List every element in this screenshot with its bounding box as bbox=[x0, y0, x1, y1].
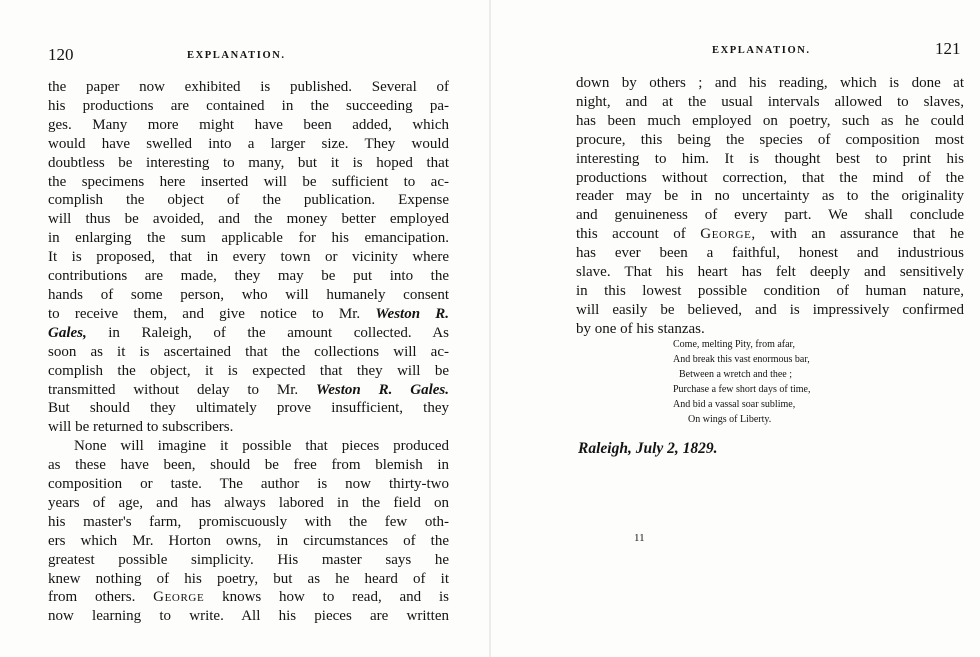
signature-mark: 11 bbox=[634, 532, 645, 544]
text-line bbox=[48, 551, 449, 570]
signature-place: Raleigh, bbox=[578, 440, 632, 457]
text-segment: the specimens here inserted will be sufficient to ac- bbox=[48, 173, 449, 190]
text-segment: as these have been, should be free from blemish in bbox=[48, 457, 449, 474]
text-line bbox=[48, 399, 449, 418]
left-page-body bbox=[48, 78, 449, 626]
text-segment: years of age, and has always labored in the field on bbox=[48, 494, 449, 511]
text-segment: and genuineness of every part. We shall conclude bbox=[576, 207, 964, 224]
text-line bbox=[48, 513, 449, 532]
text-line bbox=[576, 244, 964, 263]
text-line bbox=[576, 225, 964, 244]
poem-line: And bid a vassal soar sublime, bbox=[673, 399, 796, 411]
text-segment: will thus be avoided, and the money better employed bbox=[48, 211, 449, 228]
text-line bbox=[576, 320, 964, 339]
text-line bbox=[48, 210, 449, 229]
text-segment: will easily be believed, and is impressively confirmed bbox=[576, 301, 964, 318]
text-segment: from others. bbox=[48, 589, 154, 606]
text-line bbox=[48, 475, 449, 494]
text-line bbox=[48, 418, 449, 437]
poem-stanza bbox=[673, 337, 873, 428]
poem-line: Between a wretch and thee ; bbox=[679, 369, 793, 381]
text-segment: composition or taste. The author is now thirty-two bbox=[48, 476, 449, 493]
text-line bbox=[48, 607, 449, 626]
text-segment: complish the object, it is expected that they will be bbox=[48, 362, 449, 379]
small-caps-name: George, bbox=[700, 226, 756, 243]
text-segment: his master's farm, promiscuously with the few oth- bbox=[48, 513, 449, 530]
poem-line: Purchase a few short days of time, bbox=[673, 384, 811, 396]
text-segment: to receive them, and give notice to Mr. bbox=[48, 305, 376, 322]
text-line bbox=[48, 343, 449, 362]
text-line bbox=[48, 324, 449, 343]
text-line bbox=[48, 381, 449, 400]
text-segment: ers which Mr. Horton owns, in circumstances of the bbox=[48, 532, 449, 549]
text-line bbox=[48, 191, 449, 210]
running-head-right: EXPLANATION. bbox=[712, 45, 811, 56]
text-line bbox=[48, 286, 449, 305]
text-line bbox=[576, 93, 964, 112]
text-segment: productions without correction, that the mind of the bbox=[576, 169, 964, 186]
text-line bbox=[48, 437, 449, 456]
text-line bbox=[576, 263, 964, 282]
text-segment: has been much employed on poetry, such as he could bbox=[576, 112, 964, 129]
text-segment: would have swelled into a larger size. They would bbox=[48, 135, 449, 152]
text-segment: greatest possible simplicity. His master says he bbox=[48, 551, 449, 568]
signature-date: July 2, 1829. bbox=[635, 440, 718, 457]
text-segment: doubtless be interesting to many, but it is hoped that bbox=[48, 154, 449, 171]
text-segment: his productions are contained in the succeeding pa- bbox=[48, 97, 449, 114]
italic-name: Gales, bbox=[48, 324, 87, 341]
text-segment: reader may be in no uncertainty as to the originality bbox=[576, 188, 964, 205]
text-line bbox=[48, 494, 449, 513]
text-line bbox=[48, 154, 449, 173]
text-segment: knew nothing of his poetry, but as he heard of it bbox=[48, 570, 449, 587]
text-segment: in this lowest possible condition of human nature, bbox=[576, 282, 964, 299]
page-number-right: 121 bbox=[935, 39, 961, 58]
text-segment: has ever been a faithful, honest and industrious bbox=[576, 245, 964, 262]
text-segment: now learning to write. All his pieces are written bbox=[48, 608, 449, 625]
text-line bbox=[48, 135, 449, 154]
signature-line bbox=[578, 440, 718, 458]
text-line bbox=[48, 267, 449, 286]
text-segment: down by others ; and his reading, which is done at bbox=[576, 75, 964, 91]
text-line bbox=[576, 282, 964, 301]
text-segment: But should they ultimately prove insufficient, they bbox=[48, 400, 449, 417]
poem-line: And break this vast enormous bar, bbox=[673, 354, 810, 366]
text-segment: contributions are made, they may be put into the bbox=[48, 268, 449, 285]
right-page-body bbox=[576, 74, 964, 339]
text-segment: interesting to him. It is thought best to print his bbox=[576, 150, 964, 167]
text-segment: in enlarging the sum applicable for his emancipation. bbox=[48, 230, 449, 247]
text-line bbox=[576, 112, 964, 131]
text-line bbox=[48, 532, 449, 551]
text-segment: hands of some person, who will humanely consent bbox=[48, 286, 449, 303]
poem-line: Come, melting Pity, from afar, bbox=[673, 339, 795, 350]
text-segment: transmitted without delay to Mr. bbox=[48, 381, 317, 398]
text-segment: None will imagine it possible that pieces produced bbox=[74, 438, 449, 455]
text-line bbox=[48, 305, 449, 324]
italic-name: Weston R. bbox=[375, 305, 450, 322]
page-number-left: 120 bbox=[48, 45, 74, 64]
text-line bbox=[576, 169, 964, 188]
text-line bbox=[48, 570, 449, 589]
poem-line: On wings of Liberty. bbox=[688, 414, 772, 426]
text-segment: procure, this being the species of composition most bbox=[576, 131, 964, 148]
right-page bbox=[490, 0, 980, 657]
text-segment: ges. Many more might have been added, which bbox=[48, 116, 449, 133]
text-segment: slave. That his heart has felt deeply and sensitively bbox=[576, 264, 964, 281]
italic-name: Weston R. Gales. bbox=[316, 381, 449, 398]
text-line bbox=[48, 588, 449, 607]
text-line bbox=[48, 97, 449, 116]
running-head-left: EXPLANATION. bbox=[187, 50, 286, 61]
text-segment: soon as it is ascertained that the collections will ac- bbox=[48, 343, 449, 360]
text-line bbox=[48, 248, 449, 267]
text-line bbox=[48, 78, 449, 97]
text-segment: by one of his stanzas. bbox=[576, 320, 705, 337]
text-line bbox=[48, 456, 449, 475]
text-segment: the paper now exhibited is published. Several of bbox=[48, 79, 449, 95]
text-line bbox=[576, 131, 964, 150]
text-line bbox=[576, 301, 964, 320]
text-line bbox=[48, 173, 449, 192]
text-segment: this account of bbox=[576, 226, 701, 243]
text-line bbox=[576, 74, 964, 93]
text-line bbox=[48, 116, 449, 135]
text-segment: with an assurance that he bbox=[755, 226, 964, 243]
text-line bbox=[576, 150, 964, 169]
text-line bbox=[48, 229, 449, 248]
text-segment: complish the object of the publication. Expense bbox=[48, 192, 449, 209]
text-segment: It is proposed, that in every town or vicinity where bbox=[48, 249, 449, 266]
text-segment: night, and at the usual intervals allowed to slaves, bbox=[576, 93, 964, 110]
text-line bbox=[576, 187, 964, 206]
text-line bbox=[48, 362, 449, 381]
text-segment: knows how to read, and is bbox=[204, 589, 449, 606]
text-line bbox=[576, 206, 964, 225]
small-caps-name: George bbox=[153, 589, 205, 606]
text-segment: will be returned to subscribers. bbox=[48, 419, 234, 436]
text-segment: in Raleigh, of the amount collected. As bbox=[86, 324, 449, 341]
